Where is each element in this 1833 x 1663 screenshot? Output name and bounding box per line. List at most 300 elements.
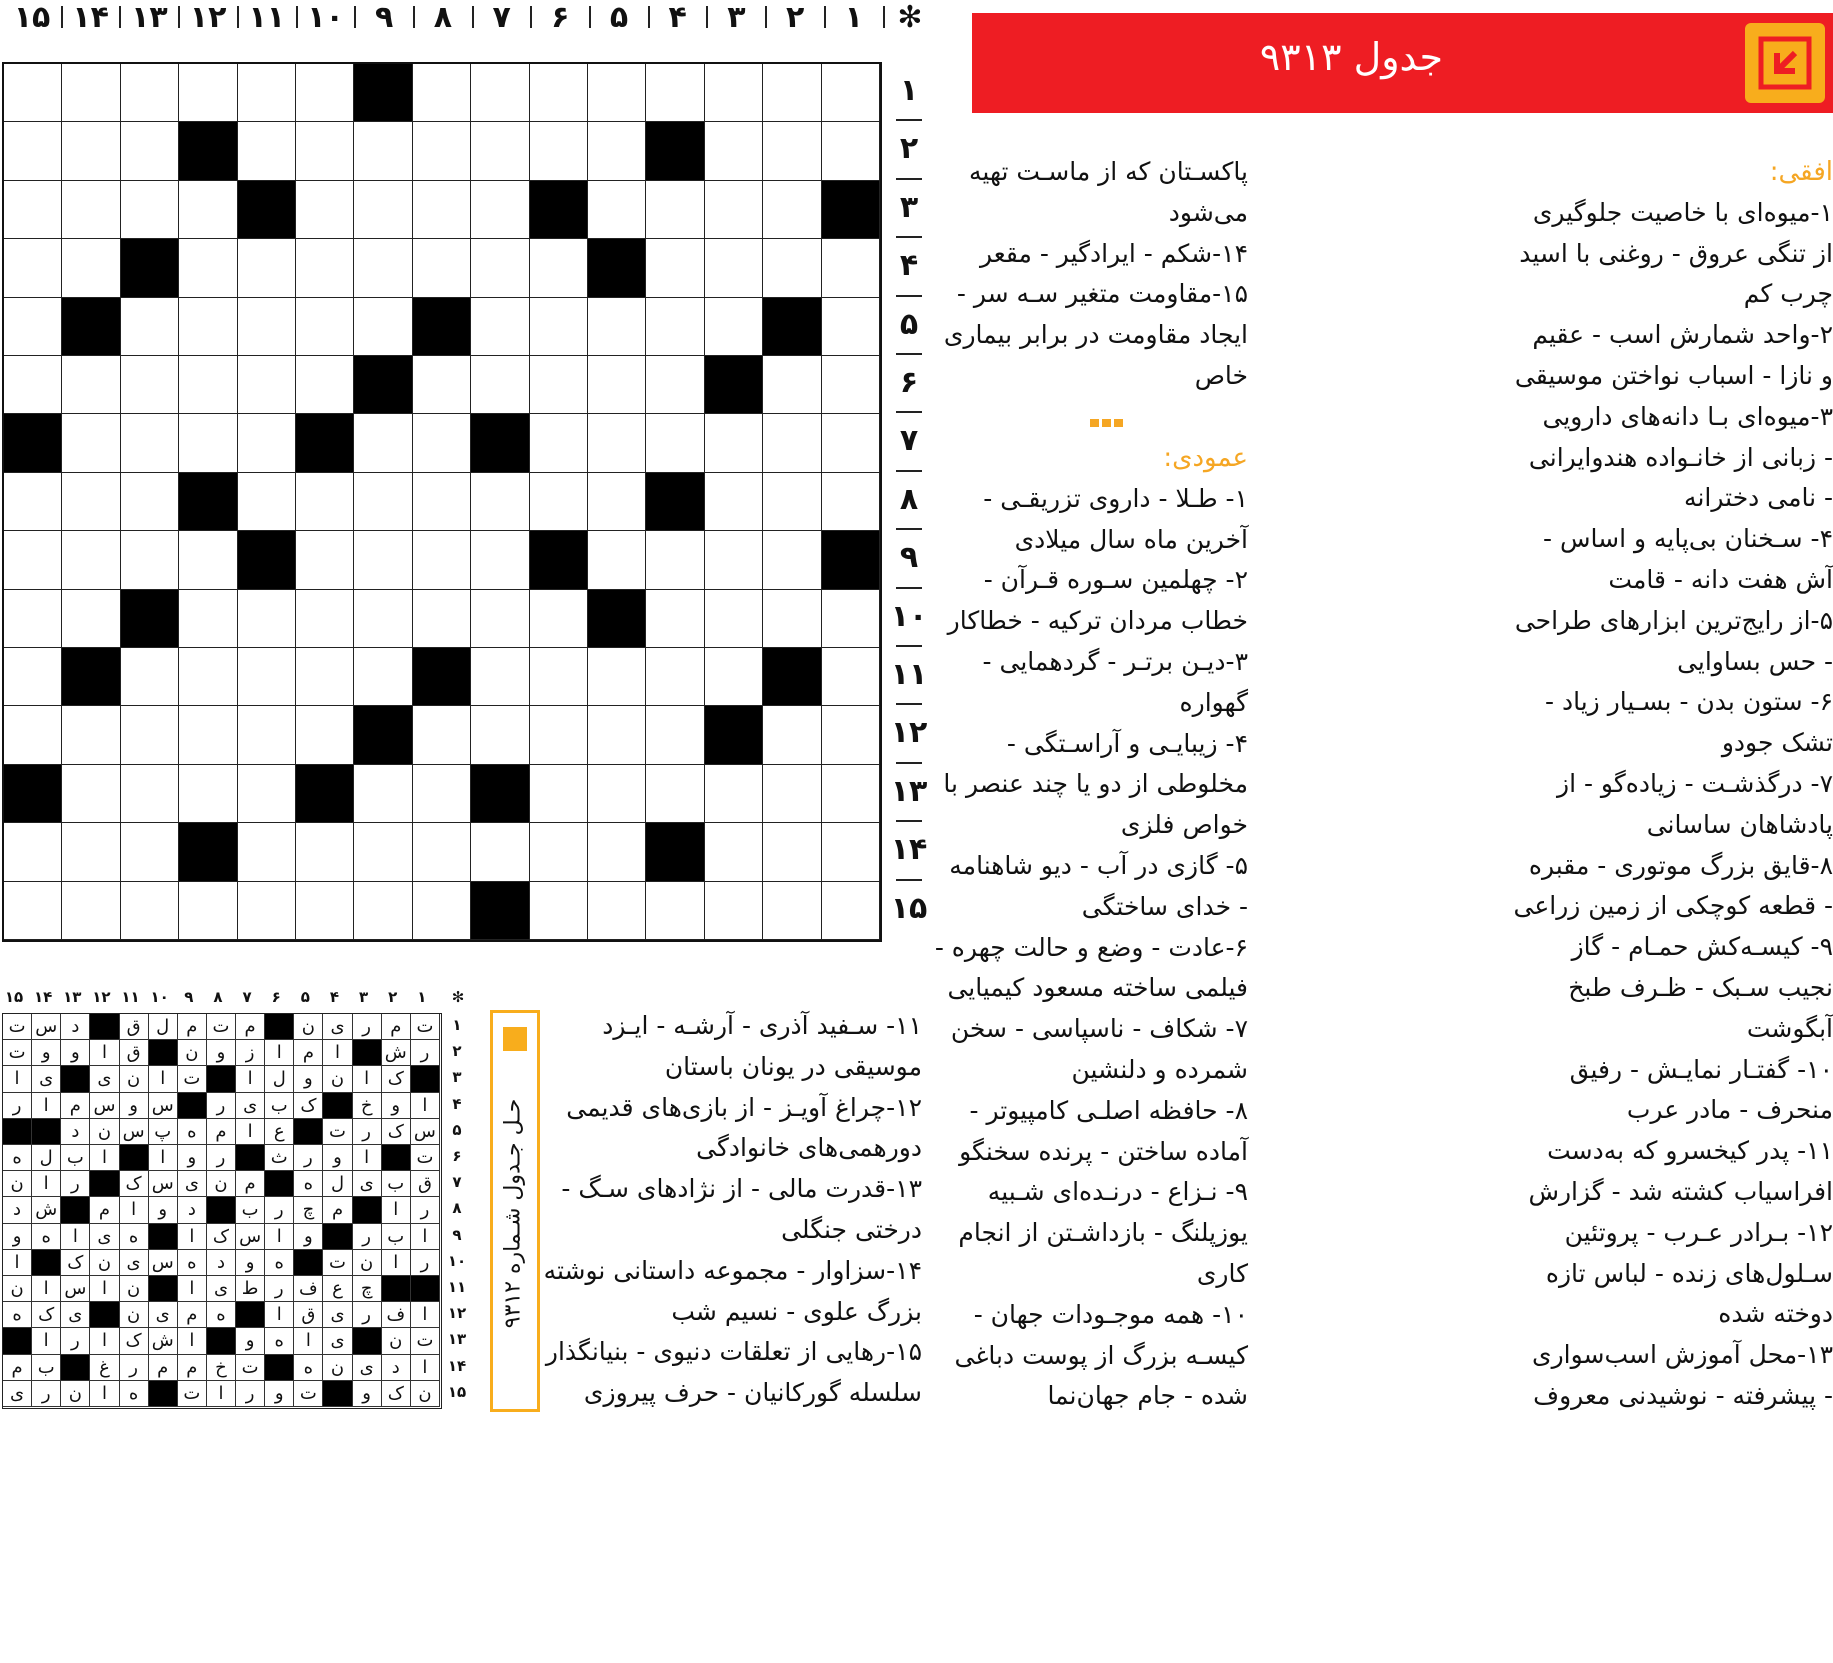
crossword-cell[interactable]: [62, 64, 120, 122]
clue-line: و نازا - اسباب نواختن موسیقی: [1514, 360, 1833, 390]
crossword-cell[interactable]: [121, 706, 179, 764]
crossword-cell[interactable]: [354, 473, 412, 531]
column-separator: [765, 6, 767, 28]
crossword-cell[interactable]: [646, 531, 704, 589]
solution-cell: ا: [90, 1145, 119, 1171]
crossword-cell[interactable]: [238, 356, 296, 414]
solution-black-cell: [149, 1224, 178, 1250]
crossword-cell[interactable]: [4, 298, 62, 356]
clue-line: دورهمی‌های خانوادگی: [696, 1133, 922, 1163]
column-number: ۱: [844, 0, 863, 35]
crossword-cell[interactable]: [471, 239, 529, 297]
solution-cell: ر: [61, 1171, 90, 1197]
crossword-cell[interactable]: [238, 122, 296, 180]
crossword-cell[interactable]: [354, 765, 412, 823]
crossword-cell[interactable]: [413, 882, 471, 940]
crossword-cell[interactable]: [705, 823, 763, 881]
crossword-cell[interactable]: [62, 590, 120, 648]
crossword-cell[interactable]: [822, 706, 880, 764]
black-cell: [62, 648, 120, 706]
crossword-cell[interactable]: [822, 64, 880, 122]
clues-column-2-top: [943, 152, 1248, 397]
crossword-cell[interactable]: [822, 648, 880, 706]
solution-grid: [2, 1013, 442, 1409]
solution-black-cell: [265, 1171, 294, 1197]
column-separator: [413, 6, 415, 28]
crossword-cell[interactable]: [413, 765, 471, 823]
crossword-cell[interactable]: [705, 590, 763, 648]
crossword-cell[interactable]: [4, 648, 62, 706]
solution-black-cell: [90, 1302, 119, 1328]
crossword-cell[interactable]: [646, 414, 704, 472]
crossword-cell[interactable]: [121, 181, 179, 239]
solution-cell: ی: [32, 1066, 61, 1092]
solution-cell: م: [61, 1093, 90, 1119]
crossword-cell[interactable]: [121, 64, 179, 122]
solution-cell: ه: [294, 1171, 323, 1197]
crossword-cell[interactable]: [4, 239, 62, 297]
crossword-cell[interactable]: [705, 531, 763, 589]
crossword-cell[interactable]: [179, 414, 237, 472]
crossword-cell[interactable]: [62, 531, 120, 589]
crossword-cell[interactable]: [646, 882, 704, 940]
solution-cell: ر: [294, 1145, 323, 1171]
column-separator: [119, 6, 121, 28]
clue-line: آبگوشت: [1746, 1013, 1833, 1043]
crossword-cell[interactable]: [413, 239, 471, 297]
crossword-cell[interactable]: [763, 823, 821, 881]
solution-cell: ن: [323, 1355, 352, 1381]
solution-cell: ن: [294, 1014, 323, 1040]
crossword-cell[interactable]: [822, 298, 880, 356]
crossword-cell[interactable]: [179, 181, 237, 239]
crossword-cell[interactable]: [296, 298, 354, 356]
crossword-cell[interactable]: [179, 706, 237, 764]
crossword-cell[interactable]: [62, 122, 120, 180]
crossword-cell[interactable]: [296, 356, 354, 414]
crossword-cell[interactable]: [62, 181, 120, 239]
solution-cell: ن: [323, 1066, 352, 1092]
crossword-cell[interactable]: [354, 648, 412, 706]
crossword-cell[interactable]: [121, 473, 179, 531]
crossword-cell[interactable]: [705, 414, 763, 472]
solution-cell: ت: [207, 1014, 236, 1040]
crossword-cell[interactable]: [121, 531, 179, 589]
crossword-cell[interactable]: [705, 64, 763, 122]
crossword-cell[interactable]: [413, 706, 471, 764]
crossword-grid[interactable]: [2, 62, 882, 942]
crossword-cell[interactable]: [179, 531, 237, 589]
crossword-cell[interactable]: [296, 648, 354, 706]
crossword-cell[interactable]: [763, 64, 821, 122]
clue-line: ۱۱- سـفید آذری - آرشـه - ایـزد: [602, 1011, 922, 1040]
crossword-cell[interactable]: [62, 706, 120, 764]
solution-cell: ر: [353, 1119, 382, 1145]
crossword-cell[interactable]: [646, 64, 704, 122]
solution-cell: ر: [207, 1093, 236, 1119]
crossword-cell[interactable]: [4, 531, 62, 589]
solution-cell: ن: [90, 1119, 119, 1145]
solution-cell: ر: [411, 1250, 440, 1276]
solution-cell: ت: [3, 1040, 32, 1066]
crossword-cell[interactable]: [588, 181, 646, 239]
crossword-cell[interactable]: [646, 648, 704, 706]
crossword-cell[interactable]: [179, 882, 237, 940]
crossword-cell[interactable]: [588, 298, 646, 356]
crossword-cell[interactable]: [62, 765, 120, 823]
black-cell: [4, 414, 62, 472]
crossword-cell[interactable]: [121, 414, 179, 472]
solution-cell: د: [382, 1355, 411, 1381]
crossword-cell[interactable]: [4, 122, 62, 180]
crossword-cell[interactable]: [763, 239, 821, 297]
solution-cell: ی: [323, 1014, 352, 1040]
crossword-cell[interactable]: [354, 298, 412, 356]
crossword-cell[interactable]: [238, 882, 296, 940]
crossword-cell[interactable]: [62, 473, 120, 531]
solution-row-number: ۱۲: [447, 1304, 467, 1323]
crossword-cell[interactable]: [705, 648, 763, 706]
crossword-cell[interactable]: [471, 473, 529, 531]
clue-line: ۱۴-سزاوار - مجموعه داستانی نوشته: [543, 1255, 922, 1285]
crossword-cell[interactable]: [822, 239, 880, 297]
crossword-cell[interactable]: [822, 765, 880, 823]
crossword-cell[interactable]: [121, 298, 179, 356]
crossword-cell[interactable]: [62, 823, 120, 881]
crossword-cell[interactable]: [4, 823, 62, 881]
crossword-cell[interactable]: [471, 706, 529, 764]
column-number: ۹: [375, 0, 394, 35]
crossword-cell[interactable]: [588, 414, 646, 472]
crossword-cell[interactable]: [646, 706, 704, 764]
crossword-cell[interactable]: [822, 122, 880, 180]
crossword-cell[interactable]: [705, 473, 763, 531]
clue-line: ۴- سـخنان بی‌پایه و اساس -: [1543, 524, 1833, 554]
crossword-cell[interactable]: [354, 239, 412, 297]
crossword-cell[interactable]: [822, 823, 880, 881]
crossword-cell[interactable]: [530, 648, 588, 706]
crossword-cell[interactable]: [705, 765, 763, 823]
clue-line: بزرگ علوی - نسیم شب: [671, 1296, 922, 1326]
crossword-cell[interactable]: [646, 356, 704, 414]
crossword-cell[interactable]: [121, 648, 179, 706]
solution-cell: ا: [411, 1355, 440, 1381]
crossword-cell[interactable]: [530, 64, 588, 122]
crossword-cell[interactable]: [588, 648, 646, 706]
crossword-cell[interactable]: [822, 473, 880, 531]
crossword-cell[interactable]: [238, 298, 296, 356]
crossword-cell[interactable]: [62, 414, 120, 472]
solution-cell: ه: [265, 1328, 294, 1354]
crossword-cell[interactable]: [530, 706, 588, 764]
crossword-cell[interactable]: [588, 64, 646, 122]
crossword-cell[interactable]: [705, 298, 763, 356]
crossword-cell[interactable]: [530, 122, 588, 180]
row-separator: [896, 119, 922, 121]
crossword-cell[interactable]: [296, 181, 354, 239]
solution-cell: ت: [178, 1381, 207, 1407]
solution-cell: ن: [353, 1250, 382, 1276]
crossword-cell[interactable]: [763, 531, 821, 589]
crossword-cell[interactable]: [238, 765, 296, 823]
clue-line: ۶-عادت - وضع و حالت چهره -: [934, 932, 1248, 962]
black-cell: [179, 823, 237, 881]
solution-black-cell: [32, 1250, 61, 1276]
solution-cell: ر: [120, 1355, 149, 1381]
crossword-cell[interactable]: [354, 531, 412, 589]
solution-cell: ی: [3, 1381, 32, 1407]
crossword-cell[interactable]: [179, 298, 237, 356]
solution-cell: چ: [294, 1197, 323, 1223]
crossword-cell[interactable]: [646, 239, 704, 297]
crossword-cell[interactable]: [413, 356, 471, 414]
solution-cell: م: [236, 1014, 265, 1040]
solution-cell: س: [149, 1171, 178, 1197]
crossword-cell[interactable]: [179, 765, 237, 823]
crossword-cell[interactable]: [763, 473, 821, 531]
crossword-cell[interactable]: [179, 356, 237, 414]
crossword-cell[interactable]: [4, 882, 62, 940]
solution-cell: ی: [353, 1171, 382, 1197]
clue-line: سـلول‌های زنده - لباس تازه: [1545, 1258, 1833, 1288]
crossword-cell[interactable]: [62, 239, 120, 297]
crossword-cell[interactable]: [822, 590, 880, 648]
crossword-cell[interactable]: [296, 239, 354, 297]
solution-cell: ا: [353, 1066, 382, 1092]
crossword-cell[interactable]: [238, 64, 296, 122]
crossword-cell[interactable]: [471, 823, 529, 881]
solution-cell: م: [207, 1119, 236, 1145]
crossword-cell[interactable]: [296, 473, 354, 531]
solution-cell: ب: [382, 1171, 411, 1197]
clue-line: ۱- طـلا - داروی تزریقـی -: [983, 483, 1248, 513]
crossword-cell[interactable]: [763, 765, 821, 823]
row-number: ۱۰: [890, 598, 928, 634]
crossword-cell[interactable]: [763, 590, 821, 648]
crossword-cell[interactable]: [646, 590, 704, 648]
solution-cell: ی: [61, 1302, 90, 1328]
solution-black-cell: [411, 1066, 440, 1092]
crossword-cell[interactable]: [705, 882, 763, 940]
crossword-cell[interactable]: [530, 414, 588, 472]
crossword-cell[interactable]: [296, 706, 354, 764]
solution-cell: و: [149, 1197, 178, 1223]
clue-line: یوزپلنگ - بازداشـتن از انجام: [958, 1218, 1248, 1248]
crossword-cell[interactable]: [413, 590, 471, 648]
crossword-cell[interactable]: [121, 765, 179, 823]
crossword-cell[interactable]: [588, 122, 646, 180]
crossword-cell[interactable]: [763, 706, 821, 764]
crossword-cell[interactable]: [530, 882, 588, 940]
crossword-cell[interactable]: [471, 298, 529, 356]
crossword-cell[interactable]: [4, 64, 62, 122]
solution-cell: ب: [265, 1093, 294, 1119]
crossword-cell[interactable]: [705, 122, 763, 180]
crossword-cell[interactable]: [121, 823, 179, 881]
solution-cell: ا: [90, 1276, 119, 1302]
solution-row-number: ۱۱: [447, 1278, 467, 1296]
row-separator: [896, 879, 922, 881]
solution-cell: و: [178, 1145, 207, 1171]
crossword-cell[interactable]: [238, 823, 296, 881]
solution-row-number: ۴: [452, 1094, 462, 1113]
crossword-cell[interactable]: [296, 122, 354, 180]
solution-cell: ا: [207, 1381, 236, 1407]
solution-black-cell: [265, 1014, 294, 1040]
crossword-cell[interactable]: [62, 356, 120, 414]
crossword-cell[interactable]: [822, 414, 880, 472]
solution-cell: ر: [411, 1040, 440, 1066]
solution-cell: س: [61, 1276, 90, 1302]
crossword-cell[interactable]: [588, 765, 646, 823]
crossword-cell[interactable]: [296, 531, 354, 589]
clue-line: کیسـه بزرگ از پوست دباغی: [954, 1340, 1248, 1370]
clue-line: درختی جنگلی: [781, 1214, 922, 1244]
section-divider-dots: [1090, 412, 1126, 422]
crossword-cell[interactable]: [588, 823, 646, 881]
crossword-cell[interactable]: [763, 181, 821, 239]
crossword-cell[interactable]: [4, 356, 62, 414]
clue-line: ۵- گازی در آب - دیو شاهنامه: [949, 850, 1248, 880]
crossword-cell[interactable]: [4, 590, 62, 648]
clue-line: ۱۵-رهایی از تعلقات دنیوی - بنیانگذار: [545, 1337, 922, 1367]
solution-cell: ا: [382, 1250, 411, 1276]
crossword-cell[interactable]: [588, 882, 646, 940]
crossword-cell[interactable]: [646, 765, 704, 823]
solution-column-number: ۲: [388, 988, 398, 1006]
solution-cell: ا: [323, 1040, 352, 1066]
crossword-cell[interactable]: [530, 765, 588, 823]
solution-cell: ی: [90, 1066, 119, 1092]
solution-cell: ک: [120, 1171, 149, 1197]
crossword-cell[interactable]: [588, 531, 646, 589]
crossword-cell[interactable]: [588, 473, 646, 531]
crossword-cell[interactable]: [530, 590, 588, 648]
crossword-cell[interactable]: [530, 823, 588, 881]
header-bar: [972, 13, 1833, 113]
crossword-cell[interactable]: [530, 298, 588, 356]
crossword-cell[interactable]: [471, 181, 529, 239]
crossword-cell[interactable]: [646, 181, 704, 239]
crossword-cell[interactable]: [354, 823, 412, 881]
crossword-cell[interactable]: [354, 122, 412, 180]
row-number: ۱۴: [890, 832, 928, 868]
crossword-cell[interactable]: [296, 64, 354, 122]
crossword-cell[interactable]: [238, 473, 296, 531]
crossword-cell[interactable]: [179, 239, 237, 297]
crossword-cell[interactable]: [705, 181, 763, 239]
black-cell: [121, 239, 179, 297]
crossword-cell[interactable]: [413, 531, 471, 589]
crossword-cell[interactable]: [121, 356, 179, 414]
crossword-cell[interactable]: [471, 64, 529, 122]
crossword-cell[interactable]: [763, 356, 821, 414]
black-cell: [413, 298, 471, 356]
crossword-cell[interactable]: [822, 356, 880, 414]
crossword-cell[interactable]: [354, 590, 412, 648]
crossword-cell[interactable]: [413, 473, 471, 531]
crossword-cell[interactable]: [471, 648, 529, 706]
column-number: ۱۰: [307, 0, 344, 35]
crossword-cell[interactable]: [530, 473, 588, 531]
crossword-cell[interactable]: [62, 882, 120, 940]
solution-column-number: ۱۳: [63, 988, 82, 1006]
crossword-cell[interactable]: [705, 239, 763, 297]
black-cell: [705, 706, 763, 764]
solution-cell: و: [120, 1093, 149, 1119]
crossword-cell[interactable]: [413, 414, 471, 472]
crossword-cell[interactable]: [471, 590, 529, 648]
crossword-cell[interactable]: [588, 356, 646, 414]
crossword-cell[interactable]: [588, 706, 646, 764]
crossword-cell[interactable]: [471, 531, 529, 589]
crossword-cell[interactable]: [296, 823, 354, 881]
crossword-cell[interactable]: [822, 882, 880, 940]
crossword-cell[interactable]: [121, 882, 179, 940]
crossword-cell[interactable]: [471, 356, 529, 414]
column-separator: [472, 6, 474, 28]
crossword-cell[interactable]: [238, 239, 296, 297]
crossword-cell[interactable]: [354, 414, 412, 472]
crossword-cell[interactable]: [413, 122, 471, 180]
solution-cell: ی: [236, 1093, 265, 1119]
black-cell: [646, 823, 704, 881]
solution-column-number: ۸: [213, 988, 223, 1006]
crossword-cell[interactable]: [413, 64, 471, 122]
solution-black-cell: [90, 1014, 119, 1040]
crossword-cell[interactable]: [296, 882, 354, 940]
crossword-cell[interactable]: [646, 298, 704, 356]
crossword-cell[interactable]: [413, 181, 471, 239]
crossword-cell[interactable]: [179, 64, 237, 122]
crossword-cell[interactable]: [471, 122, 529, 180]
row-separator: [896, 295, 922, 297]
row-number: ۱۱: [890, 657, 928, 692]
crossword-cell[interactable]: [121, 122, 179, 180]
crossword-cell[interactable]: [354, 181, 412, 239]
solution-black-cell: [382, 1145, 411, 1171]
crossword-cell[interactable]: [179, 648, 237, 706]
crossword-cell[interactable]: [238, 414, 296, 472]
row-number: ۷: [899, 423, 919, 459]
black-cell: [646, 473, 704, 531]
crossword-cell[interactable]: [4, 473, 62, 531]
solution-cell: ت: [323, 1250, 352, 1276]
crossword-cell[interactable]: [238, 590, 296, 648]
crossword-cell[interactable]: [4, 181, 62, 239]
crossword-cell[interactable]: [238, 648, 296, 706]
solution-cell: ا: [32, 1093, 61, 1119]
crossword-cell[interactable]: [296, 590, 354, 648]
crossword-cell[interactable]: [4, 706, 62, 764]
crossword-cell[interactable]: [179, 590, 237, 648]
solution-black-cell: [353, 1040, 382, 1066]
solution-cell: ت: [178, 1066, 207, 1092]
crossword-cell[interactable]: [413, 823, 471, 881]
clue-line: - زبانی از خانـواده هندوایرانی: [1528, 442, 1833, 472]
crossword-cell[interactable]: [763, 882, 821, 940]
solution-cell: ر: [3, 1093, 32, 1119]
crossword-cell[interactable]: [530, 356, 588, 414]
column-number: ۵: [609, 0, 629, 35]
solution-cell: ه: [207, 1302, 236, 1328]
clue-line: ۲- چهلمین سـوره قـرآن -: [983, 565, 1248, 595]
crossword-cell[interactable]: [354, 882, 412, 940]
crossword-cell[interactable]: [763, 122, 821, 180]
crossword-cell[interactable]: [763, 414, 821, 472]
crossword-cell[interactable]: [238, 706, 296, 764]
crossword-cell[interactable]: [530, 239, 588, 297]
